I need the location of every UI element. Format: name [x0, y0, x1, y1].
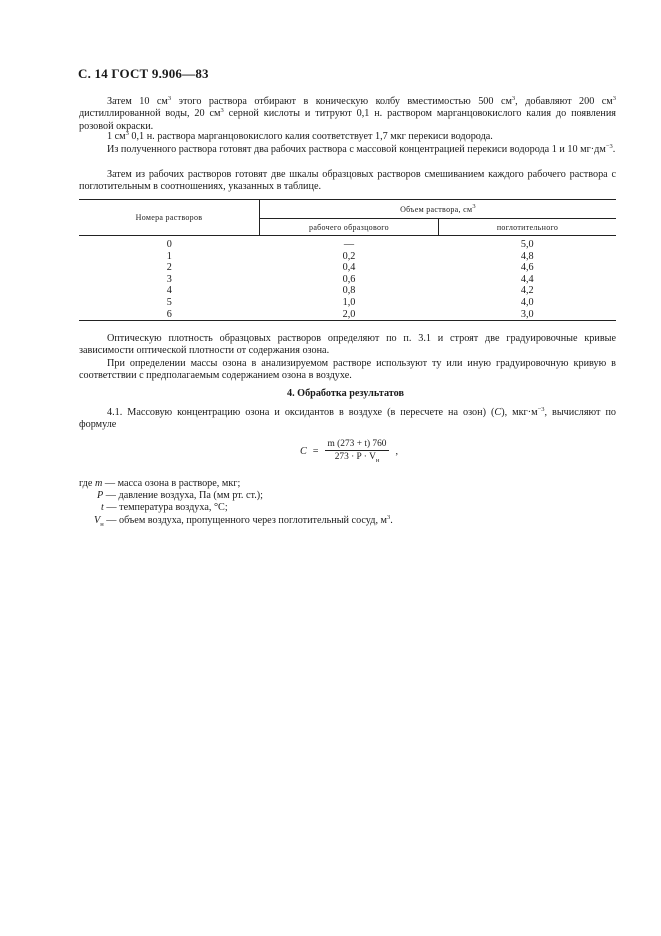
- superscript: 3: [125, 130, 129, 137]
- cell-absorbing: 4,4: [520, 273, 534, 285]
- paragraph-optical-density: Оптическую плотность образцовых растворов определяют по п. 3.1 и строят две градуировочные кривые зависимости оптической плотности от содержания озона.: [79, 333, 616, 357]
- superscript: 3: [387, 513, 391, 521]
- cell-absorbing: 4,6: [520, 262, 534, 274]
- formula-equals: =: [312, 445, 319, 457]
- dilution-table: [79, 199, 616, 321]
- cell-absorbing: 4,0: [520, 296, 534, 308]
- formula-fraction: [325, 439, 390, 464]
- cell-number: 3: [166, 273, 172, 285]
- variable: V: [94, 514, 101, 526]
- cell-absorbing: 4,2: [520, 285, 534, 297]
- cell-number: 6: [166, 308, 172, 320]
- subscript: н: [375, 456, 380, 464]
- superscript: 3: [511, 95, 516, 102]
- section-title: 4. Обработка результатов: [286, 388, 405, 399]
- table-row: [79, 297, 616, 309]
- variable: P: [97, 490, 104, 502]
- variable: t: [101, 502, 104, 514]
- text-span: ), мкг·м: [501, 407, 538, 418]
- text-span: — масса озона в растворе, мкг;: [102, 478, 241, 489]
- table-row: [79, 274, 616, 286]
- cell-absorbing: 4,8: [520, 250, 534, 262]
- text-span: 0,1 н. раствора марганцовокислого калия соответствует 1,7 мкг перекиси водорода.: [128, 131, 493, 142]
- definition-item: [79, 515, 393, 531]
- cell-sample: 0,8: [342, 285, 356, 297]
- text-span: — давление воздуха, Па (мм рт. ст.);: [103, 490, 263, 502]
- superscript: 3: [612, 95, 616, 102]
- text-span: где: [79, 478, 95, 489]
- formula-lhs: C: [300, 445, 307, 457]
- text-span: Объем раствора, см: [400, 204, 473, 214]
- cell-number: 5: [166, 296, 172, 308]
- definition-item: [79, 502, 393, 514]
- text-span: 4.1. Массовую концентрацию озона и оксидантов в воздухе (в пересчете на озон) (: [107, 407, 495, 418]
- formula-tail: ,: [395, 445, 399, 457]
- text-span: Из полученного раствора готовят два рабочих раствора с массовой концентрацией перекиси водорода 1 и 10 мг·дм: [107, 144, 606, 155]
- paragraph-formula-intro: [79, 407, 616, 432]
- page-header: С. 14 ГОСТ 9.906—83: [78, 66, 209, 81]
- variable: C: [494, 407, 502, 418]
- paragraph-scales: Затем из рабочих растворов готовят две шкалы образцовых растворов смешиванием каждого рабочего раствора с поглотительным в соотношениях, указанных в таблице.: [79, 169, 616, 193]
- paragraph-equivalence: [79, 131, 616, 143]
- cell-sample: —: [343, 239, 355, 250]
- text-span: — объем воздуха, пропущенного через поглотительный сосуд, м: [103, 514, 387, 526]
- text-span: этого раствора отбирают в коническую колбу вместимостью 500 см: [171, 96, 512, 107]
- table-row: [79, 262, 616, 274]
- column-header-sample: рабочего образцового: [260, 219, 439, 236]
- variable-definitions: [79, 478, 393, 531]
- variable: m: [94, 478, 103, 489]
- definition-item: [79, 478, 393, 490]
- text-span: серной кислоты и титруют 0,1 н. раствором марганцовокислого калия до появления розовой окраски.: [79, 108, 616, 132]
- column-header-absorbing: поглотительного: [439, 219, 617, 236]
- text-span: .: [390, 514, 393, 526]
- superscript: 3: [167, 95, 172, 102]
- column-header-number: Номера растворов: [79, 200, 260, 236]
- table-row: [79, 309, 616, 321]
- text-span: .: [612, 144, 616, 155]
- text-span: 1 см: [107, 131, 126, 142]
- table-row: [79, 236, 616, 251]
- superscript: 3: [472, 202, 476, 210]
- table-row: [79, 251, 616, 263]
- paragraph-working-solutions: [79, 144, 616, 156]
- cell-sample: 2,0: [342, 308, 356, 320]
- subscript: н: [100, 520, 104, 528]
- text-span: — температура воздуха, °С;: [103, 502, 228, 514]
- concentration-formula: [300, 439, 398, 464]
- column-header-volume: [260, 200, 617, 219]
- paragraph-titration: [79, 96, 616, 133]
- cell-number: 4: [166, 285, 172, 297]
- superscript: −3: [537, 406, 545, 413]
- text-span: Затем 10 см: [107, 96, 168, 107]
- cell-absorbing: 3,0: [520, 308, 534, 320]
- text-span: , добавляют 200 см: [515, 96, 613, 107]
- paragraph-calibration-curve: При определении массы озона в анализируемом растворе используют ту или иную градуировочную кривую в соответствии с предполагаемым содержанием озона в воздухе.: [79, 358, 616, 382]
- cell-absorbing: 5,0: [520, 239, 534, 250]
- superscript: 3: [220, 107, 224, 115]
- cell-sample: 1,0: [342, 296, 356, 308]
- table-row: [79, 285, 616, 297]
- cell-number: 0: [166, 239, 172, 250]
- cell-number: 1: [166, 250, 172, 262]
- superscript: −3: [605, 143, 613, 150]
- cell-sample: 0,4: [342, 262, 356, 274]
- formula-numerator: m (273 + t) 760: [325, 439, 390, 451]
- definition-item: [79, 490, 393, 502]
- text-span: дистиллированной воды, 20 см: [79, 108, 221, 120]
- formula-denominator: [335, 451, 380, 464]
- cell-number: 2: [166, 262, 172, 274]
- cell-sample: 0,2: [342, 250, 356, 262]
- cell-sample: 0,6: [342, 273, 356, 285]
- text-span: , вычисляют по формуле: [79, 407, 616, 431]
- text-span: 273 · P · V: [334, 452, 376, 462]
